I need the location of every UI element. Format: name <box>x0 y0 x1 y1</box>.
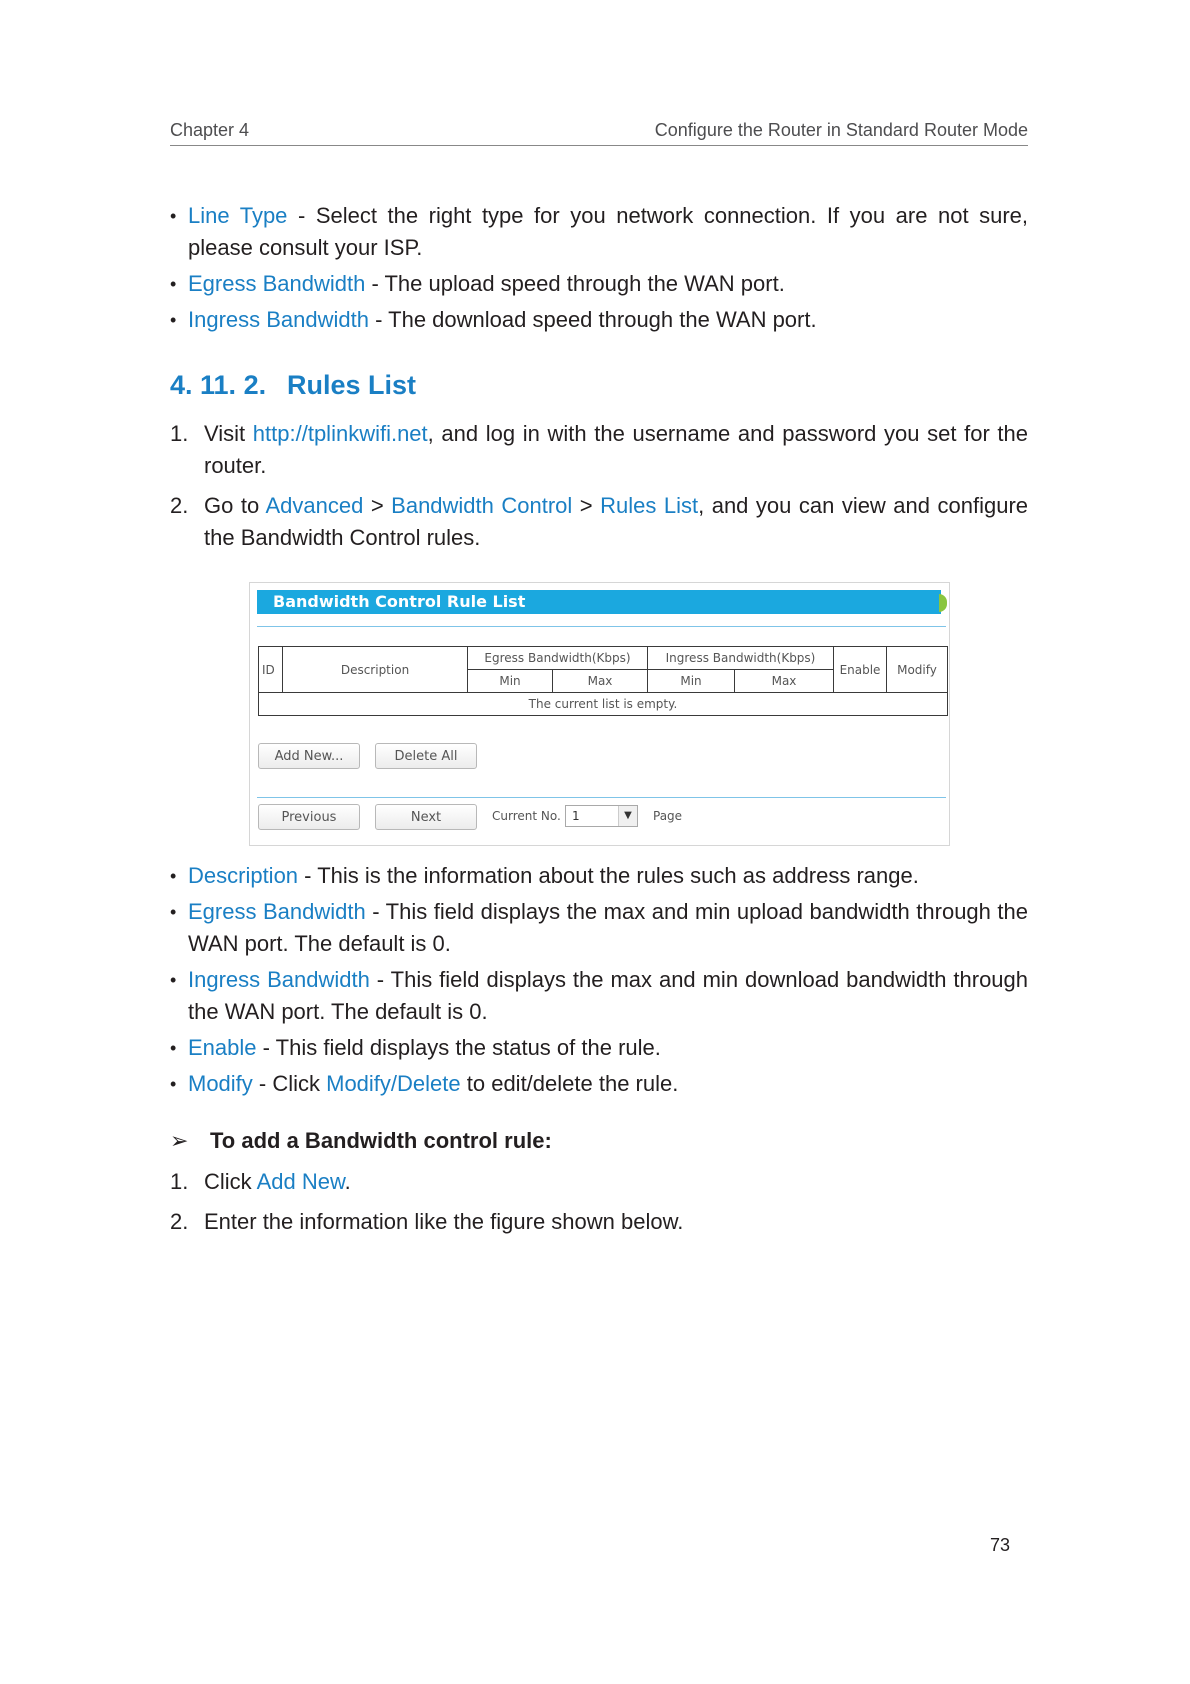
col-egress-max: Max <box>553 670 648 693</box>
chevron-down-icon[interactable]: ▼ <box>618 806 637 826</box>
add-rule-steps <box>170 1166 1028 1246</box>
section-heading <box>170 370 416 401</box>
col-description: Description <box>283 647 468 693</box>
col-ingress-min: Min <box>648 670 735 693</box>
rules-table <box>258 646 948 716</box>
table-header-row <box>259 647 948 670</box>
running-header <box>170 120 1028 146</box>
step-1 <box>170 418 1028 482</box>
current-no-label: Current No. <box>492 809 561 823</box>
bandwidth-control-link[interactable]: Bandwidth Control <box>391 493 573 518</box>
step-text: , and log in with the username and password you set for the router. <box>204 421 1028 478</box>
arrow-icon: ➢ <box>170 1128 189 1153</box>
bullet-text: to edit/delete the rule. <box>460 1071 679 1096</box>
step-text: Click <box>204 1169 257 1194</box>
add-new-link[interactable]: Add New <box>256 1169 345 1194</box>
procedure-heading <box>170 1128 552 1154</box>
bullet-description <box>170 860 1028 892</box>
bullet-ingress-bandwidth <box>170 304 1028 336</box>
bullet-text: - Click <box>252 1071 327 1096</box>
step-number: 2. <box>170 493 189 518</box>
field-bullet-list <box>170 860 1028 1104</box>
bullet-egress-bandwidth <box>170 268 1028 300</box>
col-egress: Egress Bandwidth(Kbps) <box>468 647 648 670</box>
term: Line Type <box>188 203 288 228</box>
step-text: Visit <box>204 421 253 446</box>
bullet-text: - This is the information about the rules such as address range. <box>298 863 919 888</box>
bullet-ingress-bandwidth <box>170 964 1028 1028</box>
col-id: ID <box>259 647 283 693</box>
section-title: Rules List <box>287 370 417 400</box>
steps-list <box>170 418 1028 562</box>
term: Egress Bandwidth <box>188 271 366 296</box>
step-2 <box>170 490 1028 554</box>
step-text: Go to <box>204 493 266 518</box>
delete-all-button[interactable]: Delete All <box>375 743 477 769</box>
intro-bullet-list <box>170 200 1028 340</box>
term: Egress Bandwidth <box>188 899 366 924</box>
term: Modify/Delete <box>326 1071 461 1096</box>
procedure-title: To add a Bandwidth control rule: <box>210 1128 552 1153</box>
step-2 <box>170 1206 1028 1238</box>
bullet-text: - The download speed through the WAN port. <box>369 307 817 332</box>
page-number: 73 <box>990 1535 1011 1555</box>
step-number: 1. <box>170 1169 189 1194</box>
term: Description <box>188 863 299 888</box>
rules-list-link[interactable]: Rules List <box>600 493 699 518</box>
term: Enable <box>188 1035 257 1060</box>
step-number: 1. <box>170 421 189 446</box>
step-text: Enter the information like the figure shown below. <box>204 1209 684 1234</box>
panel-tab-decoration <box>939 594 947 612</box>
bullet-line-type <box>170 200 1028 264</box>
divider <box>257 797 946 798</box>
step-text: , and you can view and configure the Bandwidth Control rules. <box>204 493 1029 550</box>
term: Ingress Bandwidth <box>188 307 369 332</box>
add-new-button[interactable]: Add New... <box>258 743 360 769</box>
bullet-text: - This field displays the max and min upload bandwidth through the WAN port. The default is 0. <box>188 899 1028 956</box>
current-page-value: 1 <box>572 809 580 823</box>
breadcrumb-separator: > <box>572 493 601 518</box>
step-number: 2. <box>170 1209 189 1234</box>
bullet-enable <box>170 1032 1028 1064</box>
term: Modify <box>188 1071 253 1096</box>
empty-list-message: The current list is empty. <box>259 693 948 716</box>
bullet-text: - The upload speed through the WAN port. <box>365 271 785 296</box>
panel-title: Bandwidth Control Rule List <box>273 592 526 611</box>
page-label: Page <box>653 809 683 823</box>
advanced-link[interactable]: Advanced <box>265 493 364 518</box>
col-egress-min: Min <box>468 670 553 693</box>
router-url-link[interactable]: http://tplinkwifi.net <box>252 421 428 446</box>
next-button[interactable]: Next <box>375 804 477 830</box>
col-enable: Enable <box>834 647 887 693</box>
rule-list-screenshot <box>249 582 950 846</box>
step-1 <box>170 1166 1028 1198</box>
bullet-text: - This field displays the max and min download bandwidth through the WAN port. The default is 0. <box>188 967 1029 1024</box>
bullet-modify <box>170 1068 1028 1100</box>
col-ingress: Ingress Bandwidth(Kbps) <box>648 647 834 670</box>
bullet-text: - This field displays the status of the rule. <box>256 1035 661 1060</box>
col-modify: Modify <box>887 647 948 693</box>
chapter-title: Configure the Router in Standard Router Mode <box>654 120 1028 140</box>
current-page-select[interactable] <box>565 805 638 827</box>
breadcrumb-separator: > <box>363 493 392 518</box>
section-number: 4. 11. 2. <box>170 370 267 400</box>
table-row <box>259 693 948 716</box>
col-ingress-max: Max <box>735 670 834 693</box>
bullet-egress-bandwidth <box>170 896 1028 960</box>
previous-button[interactable]: Previous <box>258 804 360 830</box>
chapter-label: Chapter 4 <box>170 120 250 140</box>
panel-title-bar <box>257 590 941 614</box>
bullet-text: - Select the right type for you network connection. If you are not sure, please consult your ISP. <box>188 203 1028 260</box>
step-text: . <box>344 1169 351 1194</box>
term: Ingress Bandwidth <box>188 967 370 992</box>
divider <box>257 626 946 627</box>
